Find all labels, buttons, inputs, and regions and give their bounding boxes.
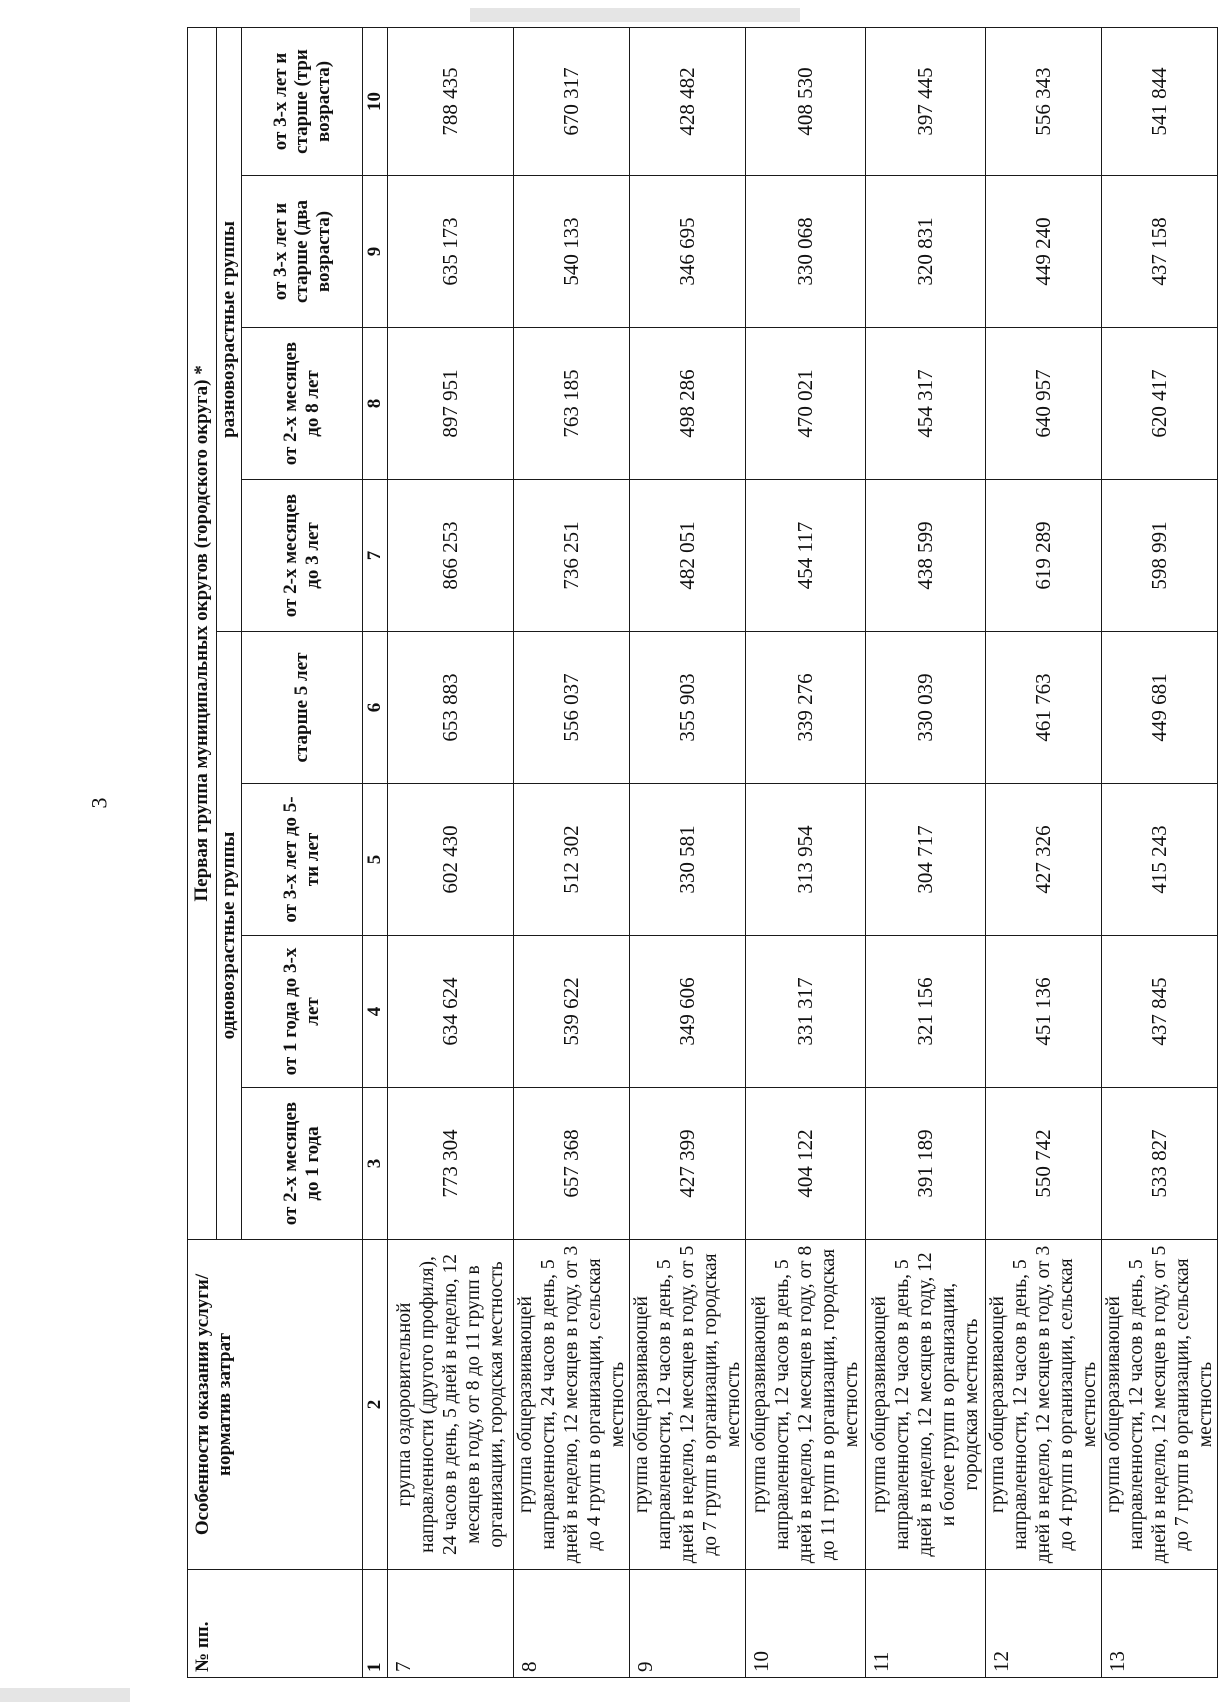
column-number: 5 xyxy=(363,784,388,936)
row-number: 8 xyxy=(514,1570,630,1678)
table-row xyxy=(630,27,746,1677)
cost-value: 634 624 xyxy=(388,936,514,1088)
cost-value: 556 037 xyxy=(514,632,630,784)
cost-value: 598 991 xyxy=(1102,480,1218,632)
column-number: 6 xyxy=(363,632,388,784)
header-subcol: от 2-х месяцев до 8 лет xyxy=(242,328,363,480)
page-number: 3 xyxy=(86,797,112,809)
column-number: 8 xyxy=(363,328,388,480)
header-subcol: старше 5 лет xyxy=(242,632,363,784)
table-row xyxy=(514,27,630,1677)
cost-value: 541 844 xyxy=(1102,27,1218,175)
column-number: 10 xyxy=(363,27,388,175)
cost-value: 331 317 xyxy=(746,936,866,1088)
cost-value: 428 482 xyxy=(630,27,746,175)
cost-value: 427 326 xyxy=(986,784,1102,936)
column-number: 4 xyxy=(363,936,388,1088)
cost-value: 391 189 xyxy=(866,1088,986,1240)
header-subcol: от 3-х лет и старше (два возраста) xyxy=(242,176,363,328)
cost-value: 788 435 xyxy=(388,27,514,175)
cost-value: 640 957 xyxy=(986,328,1102,480)
row-description: группа оздоровительной направленности (другого профиля), 24 часов в день, 5 дней в неделю, 12 месяцев в году, от 8 до 11 групп в организации, городская местность xyxy=(388,1240,514,1570)
cost-value: 897 951 xyxy=(388,328,514,480)
row-description: группа общеразвивающей направленности, 24 часов в день, 5 дней в неделю, 12 месяцев в году, от 3 до 4 групп в организации, сельская местность xyxy=(514,1240,630,1570)
cost-value: 415 243 xyxy=(1102,784,1218,936)
cost-value: 437 845 xyxy=(1102,936,1218,1088)
cost-value: 512 302 xyxy=(514,784,630,936)
row-description: группа общеразвивающей направленности, 12 часов в день, 5 дней в неделю, 12 месяцев в году, 12 и более групп в организации, городская местность xyxy=(866,1240,986,1570)
column-number: 2 xyxy=(363,1240,388,1570)
cost-value: 451 136 xyxy=(986,936,1102,1088)
cost-value: 313 954 xyxy=(746,784,866,936)
cost-value: 461 763 xyxy=(986,632,1102,784)
cost-value: 533 827 xyxy=(1102,1088,1218,1240)
cost-value: 330 581 xyxy=(630,784,746,936)
row-number: 12 xyxy=(986,1570,1102,1678)
cost-value: 540 133 xyxy=(514,176,630,328)
column-number: 3 xyxy=(363,1088,388,1240)
cost-value: 556 343 xyxy=(986,27,1102,175)
cost-value: 321 156 xyxy=(866,936,986,1088)
cost-value: 427 399 xyxy=(630,1088,746,1240)
column-number: 7 xyxy=(363,480,388,632)
cost-value: 602 430 xyxy=(388,784,514,936)
row-number: 13 xyxy=(1102,1570,1218,1678)
row-number: 7 xyxy=(388,1570,514,1678)
cost-value: 866 253 xyxy=(388,480,514,632)
cost-value: 437 158 xyxy=(1102,176,1218,328)
header-subcol: от 3-х лет и старше (три возраста) xyxy=(242,27,363,175)
row-description: группа общеразвивающей направленности, 12 часов в день, 5 дней в неделю, 12 месяцев в году, от 3 до 4 групп в организации, сельская местность xyxy=(986,1240,1102,1570)
scan-noise-top xyxy=(470,8,800,22)
scan-noise-bottom xyxy=(0,1688,130,1702)
header-description: Особенности оказания услуги/норматив затрат xyxy=(188,1240,363,1570)
cost-value: 454 117 xyxy=(746,480,866,632)
cost-value: 550 742 xyxy=(986,1088,1102,1240)
cost-value: 449 240 xyxy=(986,176,1102,328)
cost-value: 408 530 xyxy=(746,27,866,175)
cost-value: 320 831 xyxy=(866,176,986,328)
cost-value: 449 681 xyxy=(1102,632,1218,784)
cost-norms-table xyxy=(187,27,1218,1678)
cost-value: 397 445 xyxy=(866,27,986,175)
cost-value: 349 606 xyxy=(630,936,746,1088)
row-description: группа общеразвивающей направленности, 12 часов в день, 5 дней в неделю, 12 месяцев в году, от 8 до 11 групп в организации, городская местность xyxy=(746,1240,866,1570)
cost-value: 670 317 xyxy=(514,27,630,175)
cost-value: 355 903 xyxy=(630,632,746,784)
row-number: 9 xyxy=(630,1570,746,1678)
cost-value: 619 289 xyxy=(986,480,1102,632)
rotated-table-wrapper xyxy=(187,28,1216,1678)
header-mixed-age-groups: разновозрастные группы xyxy=(217,27,242,631)
row-description: группа общеразвивающей направленности, 12 часов в день, 5 дней в неделю, 12 месяцев в году, от 5 до 7 групп в организации, городская местность xyxy=(630,1240,746,1570)
column-number: 9 xyxy=(363,176,388,328)
cost-value: 482 051 xyxy=(630,480,746,632)
cost-value: 539 622 xyxy=(514,936,630,1088)
header-same-age-groups: одновозрастные группы xyxy=(217,632,242,1240)
header-subcol: от 2-х месяцев до 1 года xyxy=(242,1088,363,1240)
table-row xyxy=(388,27,514,1677)
cost-value: 339 276 xyxy=(746,632,866,784)
cost-value: 454 317 xyxy=(866,328,986,480)
header-subcol: от 1 года до 3-х лет xyxy=(242,936,363,1088)
column-number: 1 xyxy=(363,1570,388,1678)
table-row xyxy=(866,27,986,1677)
column-numbers-row xyxy=(363,27,388,1677)
cost-value: 657 368 xyxy=(514,1088,630,1240)
cost-value: 773 304 xyxy=(388,1088,514,1240)
cost-value: 404 122 xyxy=(746,1088,866,1240)
cost-value: 498 286 xyxy=(630,328,746,480)
cost-value: 763 185 xyxy=(514,328,630,480)
row-number: 11 xyxy=(866,1570,986,1678)
table-row xyxy=(986,27,1102,1677)
table-row xyxy=(746,27,866,1677)
table-row xyxy=(1102,27,1218,1677)
header-subcol: от 2-х месяцев до 3 лет xyxy=(242,480,363,632)
cost-value: 470 021 xyxy=(746,328,866,480)
cost-value: 438 599 xyxy=(866,480,986,632)
cost-value: 346 695 xyxy=(630,176,746,328)
header-subcol: от 3-х лет до 5-ти лет xyxy=(242,784,363,936)
cost-value: 330 068 xyxy=(746,176,866,328)
cost-value: 330 039 xyxy=(866,632,986,784)
cost-value: 653 883 xyxy=(388,632,514,784)
header-group-title: Первая группа муниципальных округов (городского округа) * xyxy=(188,27,217,1239)
row-description: группа общеразвивающей направленности, 12 часов в день, 5 дней в неделю, 12 месяцев в году, от 5 до 7 групп в организации, сельская местность xyxy=(1102,1240,1218,1570)
cost-value: 635 173 xyxy=(388,176,514,328)
cost-value: 304 717 xyxy=(866,784,986,936)
cost-value: 620 417 xyxy=(1102,328,1218,480)
cost-value: 736 251 xyxy=(514,480,630,632)
row-number: 10 xyxy=(746,1570,866,1678)
header-number: № пп. xyxy=(188,1570,363,1678)
